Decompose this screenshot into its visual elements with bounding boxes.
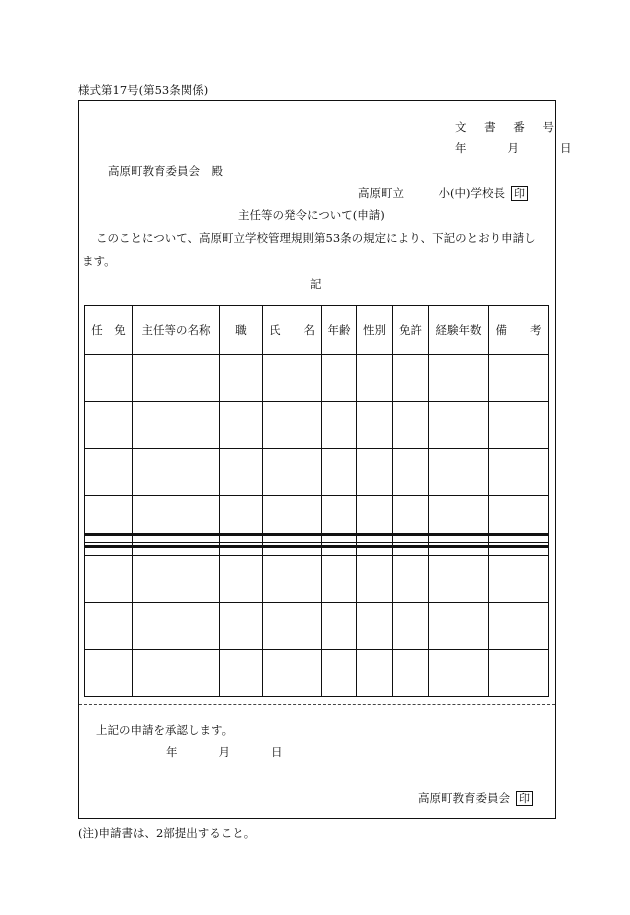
table-row bbox=[85, 402, 549, 449]
table-header-row bbox=[85, 306, 549, 355]
table-row bbox=[85, 355, 549, 402]
header-cell: 職 bbox=[220, 306, 263, 355]
body-line-2: ます。 bbox=[82, 254, 116, 268]
applicant-name: 高原町立 小(中)学校長 bbox=[358, 186, 505, 200]
table-row bbox=[85, 449, 549, 496]
ki-mark: 記 bbox=[310, 277, 322, 291]
table-row bbox=[85, 556, 549, 603]
header-cell: 備 考 bbox=[489, 306, 549, 355]
date-label: 年 月 日 bbox=[455, 141, 578, 155]
board-seal-mark: 印 bbox=[516, 791, 533, 806]
header-cell: 性別 bbox=[357, 306, 393, 355]
form-label: 様式第17号(第53条関係) bbox=[78, 83, 209, 97]
board-signature: 高原町教育委員会 bbox=[418, 791, 510, 805]
board-signature-line bbox=[418, 790, 533, 806]
header-cell: 主任等の名称 bbox=[133, 306, 220, 355]
seal-mark: 印 bbox=[511, 186, 528, 201]
header-cell: 任 免 bbox=[85, 306, 133, 355]
table-row bbox=[85, 650, 549, 697]
omission-double-line bbox=[84, 532, 548, 550]
approval-date: 年 月 日 bbox=[166, 745, 289, 759]
header-cell: 年齢 bbox=[322, 306, 357, 355]
dashed-separator bbox=[79, 704, 555, 705]
addressee: 高原町教育委員会 殿 bbox=[108, 164, 223, 178]
document-title: 主任等の発令について(申請) bbox=[238, 208, 385, 222]
approval-text: 上記の申請を承認します。 bbox=[96, 723, 234, 737]
footnote: (注)申請書は、2部提出すること。 bbox=[78, 826, 256, 840]
header-cell: 氏 名 bbox=[263, 306, 322, 355]
applicant-line bbox=[358, 185, 528, 201]
body-line-1: このことについて、高原町立学校管理規則第53条の規定により、下記のとおり申請し bbox=[96, 231, 536, 245]
header-cell: 免許 bbox=[393, 306, 429, 355]
doc-number-label: 文 書 番 号 bbox=[455, 120, 561, 134]
application-table bbox=[84, 305, 549, 697]
table-row bbox=[85, 603, 549, 650]
header-cell: 経験年数 bbox=[429, 306, 489, 355]
